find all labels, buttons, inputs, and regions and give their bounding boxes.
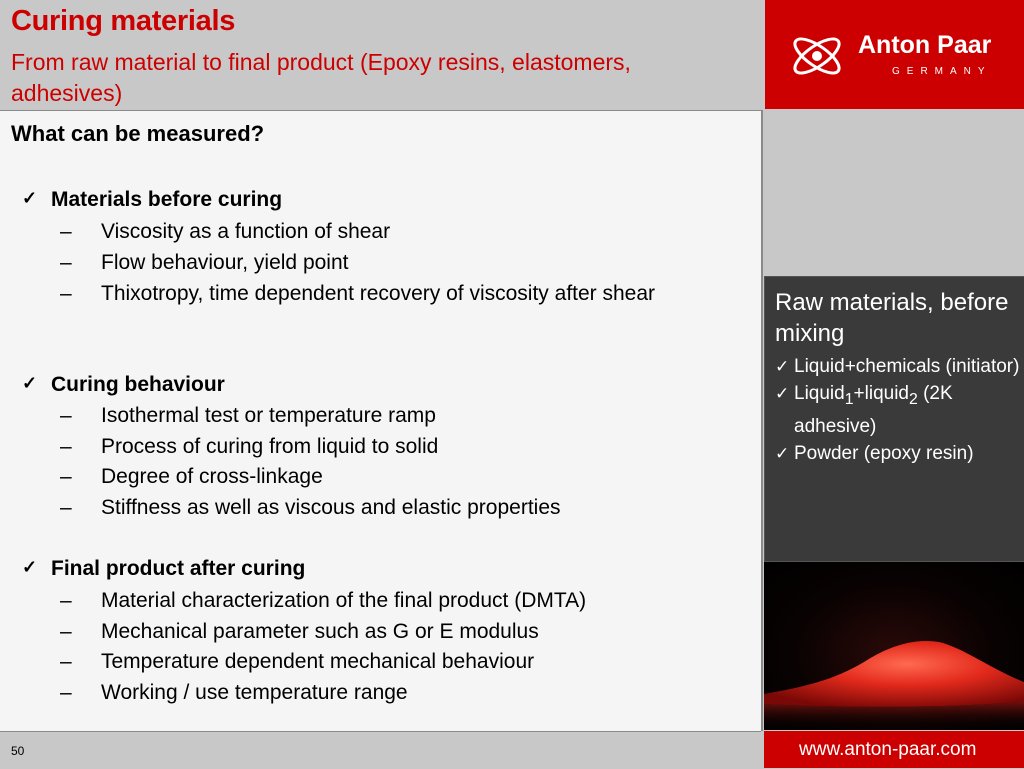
list-item: ✓ Powder (epoxy resin) (775, 440, 1020, 467)
logo-country: GERMANY (892, 66, 992, 77)
list-item: – Flow behaviour, yield point (60, 247, 700, 278)
checkmark-icon: ✓ (775, 384, 790, 403)
list-item: ✓ Liquid$_1$+liquid$_2$ (2K adhesive) (775, 380, 1020, 440)
list-item: – Degree of cross-linkage (60, 461, 700, 492)
dash-icon: – (60, 220, 72, 243)
page-number: 50 (11, 744, 25, 758)
slide-subtitle: From raw material to final product (Epoxy resins, elastomers, adhesives) (11, 49, 631, 106)
section-heading: ✓ Materials before curing (22, 188, 283, 211)
logo-name: Anton Paar (858, 31, 992, 59)
slide-header (0, 0, 763, 111)
list-item: ✓ Liquid+chemicals (initiator) (775, 353, 1020, 380)
checkmark-icon: ✓ (775, 357, 790, 376)
dash-icon: – (60, 404, 72, 427)
raw-materials-panel (764, 276, 1024, 562)
anton-paar-logo-icon (781, 20, 853, 90)
section-heading: ✓ Final product after curing (22, 557, 306, 580)
slide-footer (0, 731, 761, 769)
checkmark-icon: ✓ (22, 373, 38, 393)
list-item: – Viscosity as a function of shear (60, 216, 700, 247)
list-item: – Material characterization of the final product (DMTA) (60, 585, 700, 616)
dash-icon: – (60, 620, 72, 643)
dash-icon: – (60, 681, 72, 704)
dash-icon: – (60, 589, 72, 612)
content-panel (0, 111, 763, 731)
raw-materials-title: Raw materials, before mixing (775, 289, 1009, 347)
list-item: – Stiffness as well as viscous and elastic properties (60, 492, 700, 523)
red-powder-photo (764, 562, 1024, 730)
list-item: – Isothermal test or temperature ramp (60, 400, 700, 431)
dash-icon: – (60, 650, 72, 673)
list-item: – Thixotropy, time dependent recovery of viscosity after shear (60, 278, 700, 309)
list-item: – Process of curing from liquid to solid (60, 431, 700, 462)
footer-url-panel (764, 731, 1024, 768)
raw-materials-list (775, 353, 1020, 467)
question-heading: What can be measured? (11, 121, 265, 146)
dash-icon: – (60, 435, 72, 458)
checkmark-icon: ✓ (22, 557, 38, 577)
slide-title: Curing materials (11, 5, 236, 37)
website-link[interactable]: www.anton-paar.com (799, 739, 977, 760)
dash-icon: – (60, 251, 72, 274)
sidebar-spacer (765, 111, 1024, 274)
dash-icon: – (60, 496, 72, 519)
list-item: – Mechanical parameter such as G or E modulus (60, 616, 700, 647)
checkmark-icon: ✓ (775, 443, 790, 463)
section-heading: ✓ Curing behaviour (22, 373, 225, 396)
dash-icon: – (60, 465, 72, 488)
list-item: – Temperature dependent mechanical behaviour (60, 646, 700, 677)
dash-icon: – (60, 282, 72, 305)
list-item: – Working / use temperature range (60, 677, 700, 708)
checkmark-icon: ✓ (22, 188, 38, 208)
